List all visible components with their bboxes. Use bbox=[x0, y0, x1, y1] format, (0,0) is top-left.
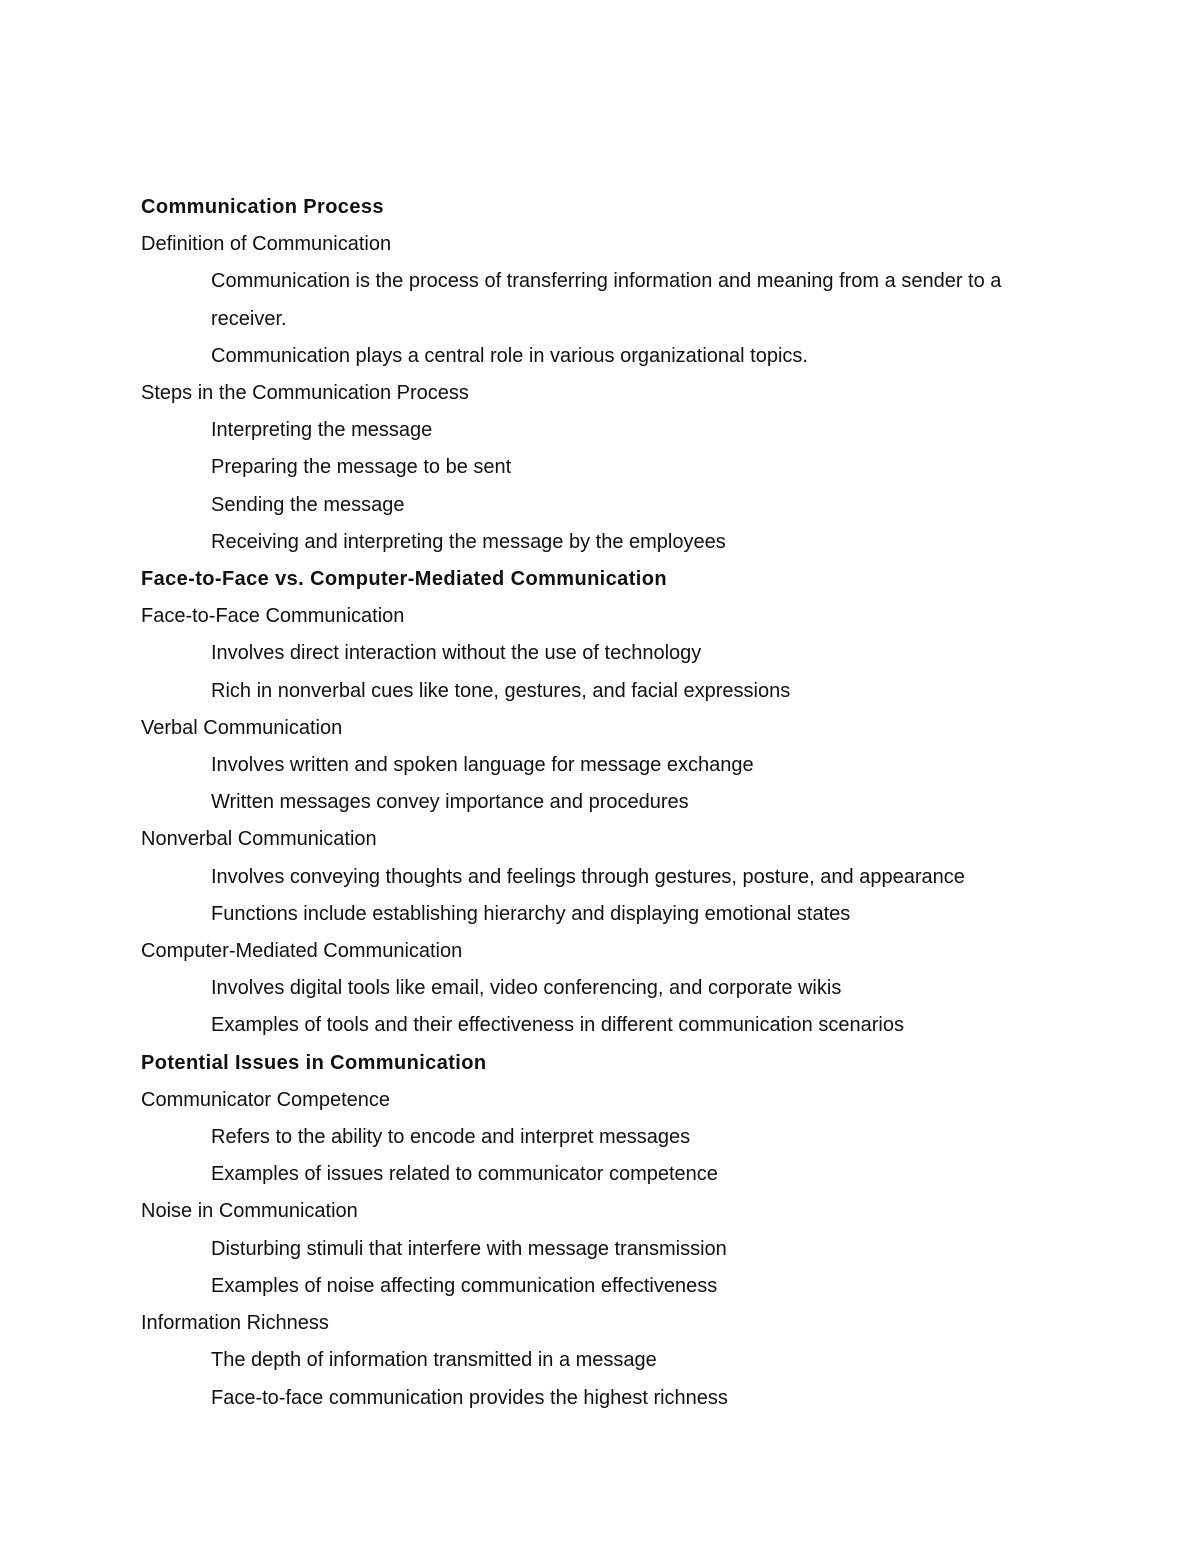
list-item: Rich in nonverbal cues like tone, gestures, and facial expressions bbox=[211, 679, 791, 702]
list-item: Functions include establishing hierarchy and displaying emotional states bbox=[211, 902, 851, 925]
subsection-heading: Information Richness bbox=[141, 1312, 329, 1335]
subsection-heading: Communicator Competence bbox=[141, 1088, 390, 1111]
item-list bbox=[141, 635, 1061, 709]
item-list bbox=[141, 263, 1061, 375]
subsection-nonverbal-communication bbox=[141, 821, 1061, 933]
subsection-heading: Computer-Mediated Communication bbox=[141, 940, 463, 963]
list-item: Examples of issues related to communicator competence bbox=[211, 1163, 718, 1186]
subsection-face-to-face-communication bbox=[141, 598, 1061, 710]
list-item: Written messages convey importance and procedures bbox=[211, 791, 689, 814]
subsection-noise-in-communication bbox=[141, 1193, 1061, 1305]
list-item: Interpreting the message bbox=[211, 419, 433, 442]
list-item: Examples of noise affecting communication effectiveness bbox=[211, 1274, 718, 1297]
list-item: Involves written and spoken language for message exchange bbox=[211, 754, 754, 777]
list-item: Sending the message bbox=[211, 493, 405, 516]
subsection-heading: Steps in the Communication Process bbox=[141, 382, 469, 405]
item-list bbox=[141, 412, 1061, 561]
subsection-information-richness bbox=[141, 1305, 1061, 1417]
section-communication-process bbox=[141, 189, 1061, 561]
list-item: Examples of tools and their effectiveness in different communication scenarios bbox=[211, 1014, 904, 1037]
section-heading: Potential Issues in Communication bbox=[141, 1051, 487, 1074]
subsection-heading: Verbal Communication bbox=[141, 716, 343, 739]
list-item: Involves direct interaction without the use of technology bbox=[211, 642, 702, 665]
subsection-steps-in-communication-process bbox=[141, 375, 1061, 561]
section-heading: Face-to-Face vs. Computer-Mediated Communication bbox=[141, 568, 667, 591]
list-item: Involves conveying thoughts and feelings through gestures, posture, and appearance bbox=[211, 865, 965, 888]
subsection-heading: Nonverbal Communication bbox=[141, 828, 377, 851]
subsection-verbal-communication bbox=[141, 710, 1061, 822]
section-heading: Communication Process bbox=[141, 196, 384, 218]
item-list bbox=[141, 747, 1061, 821]
list-item: Communication is the process of transferring information and meaning from a sender to a receiver. bbox=[211, 270, 1002, 330]
section-face-to-face-vs-computer-mediated bbox=[141, 561, 1061, 1045]
subsection-heading: Definition of Communication bbox=[141, 233, 392, 256]
subsection-computer-mediated-communication bbox=[141, 933, 1061, 1045]
item-list bbox=[141, 970, 1061, 1044]
item-list bbox=[141, 859, 1061, 933]
list-item: Preparing the message to be sent bbox=[211, 456, 512, 479]
subsection-heading: Noise in Communication bbox=[141, 1200, 358, 1223]
subsection-communicator-competence bbox=[141, 1082, 1061, 1194]
document-body bbox=[141, 189, 1061, 1417]
section-potential-issues bbox=[141, 1045, 1061, 1417]
subsection-heading: Face-to-Face Communication bbox=[141, 605, 405, 628]
list-item: Involves digital tools like email, video conferencing, and corporate wikis bbox=[211, 977, 842, 1000]
list-item: The depth of information transmitted in a message bbox=[211, 1349, 657, 1372]
list-item: Disturbing stimuli that interfere with message transmission bbox=[211, 1237, 727, 1260]
subsection-definition-of-communication bbox=[141, 226, 1061, 375]
item-list bbox=[141, 1231, 1061, 1305]
list-item: Refers to the ability to encode and interpret messages bbox=[211, 1126, 691, 1149]
item-list bbox=[141, 1119, 1061, 1193]
list-item: Communication plays a central role in various organizational topics. bbox=[211, 344, 808, 367]
item-list bbox=[141, 1342, 1061, 1416]
list-item: Receiving and interpreting the message by the employees bbox=[211, 530, 726, 553]
list-item: Face-to-face communication provides the highest richness bbox=[211, 1386, 728, 1409]
